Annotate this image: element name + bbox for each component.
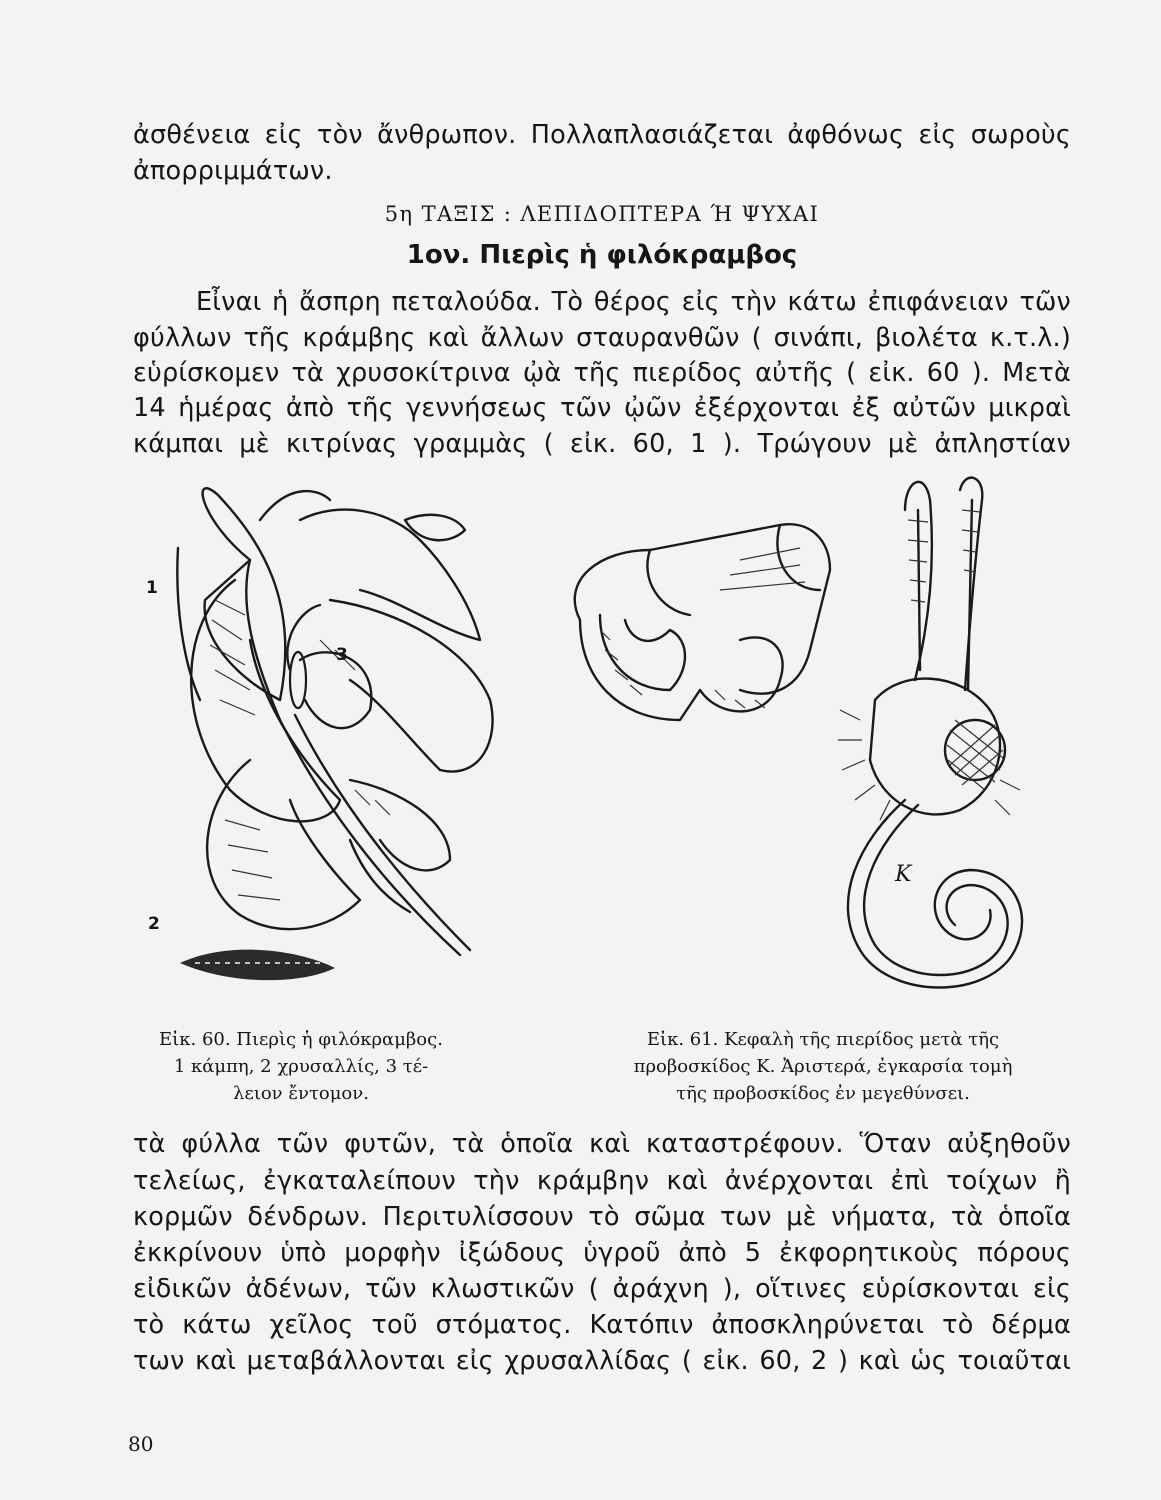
text-line: εὑρίσκομεν τὰ χρυσοκίτρινα ᾠὰ τῆς πιερίδος αὐτῆς ( εἰκ. 60 ). Μετὰ (133, 358, 1071, 388)
caption-line: Εἰκ. 60. Πιερὶς ἡ φιλόκραμβος. (159, 1029, 443, 1050)
text-line: κορμῶν δένδρων. Περιτυλίσσουν τὸ σῶμα των μὲ νήματα, τὰ ὁποῖα (133, 1202, 1071, 1232)
text-line: Εἶναι ἡ ἄσπρη πεταλούδα. Τὸ θέρος εἰς τὴν κάτω ἐπιφάνειαν τῶν (196, 287, 1071, 317)
figure-61-caption (568, 1026, 1078, 1107)
section-heading: 5η ΤΑΞΙΣ : ΛΕΠΙΔΟΠΤΕΡΑ Ή ΨΥΧΑΙ (384, 202, 820, 226)
caption-line: 1 κάμπη, 2 χρυσαλλίς, 3 τέ- (173, 1056, 429, 1077)
text-line: ἀσθένεια εἰς τὸν ἄνθρωπον. Πολλαπλασιάζεται ἀφθόνως εἰς σωροὺς (133, 120, 1071, 150)
text-line: ἐκκρίνουν ὑπὸ μορφὴν ἰξώδους ὑγροῦ ἀπὸ 5 ἐκφορητικοὺς πόρους (133, 1238, 1071, 1268)
figure-label: 3 (336, 645, 348, 665)
text-line: τελείως, ἐγκαταλείπουν τὴν κράμβην καὶ ἀνέρχονται ἐπὶ τοίχων ἢ (133, 1166, 1071, 1196)
text-line: των καὶ μεταβάλλονται εἰς χρυσαλλίδας ( εἰκ. 60, 2 ) καὶ ὡς τοιαῦται (133, 1346, 1071, 1376)
species-heading: 1ον. Πιερὶς ἡ φιλόκραμβος (406, 240, 798, 270)
figure-label: 1 (146, 578, 158, 598)
text-line: κάμπαι μὲ κιτρίνας γραμμὰς ( εἰκ. 60, 1 ). Τρώγουν μὲ ἀπληστίαν (133, 429, 1071, 459)
caption-line: Εἰκ. 61. Κεφαλὴ τῆς πιερίδος μετὰ τῆς (646, 1029, 1000, 1050)
figure-60-caption (126, 1026, 476, 1107)
text-line: ἀπορριμμάτων. (133, 156, 333, 186)
caption-line: τῆς προβοσκίδος ἐν μεγεθύνσει. (676, 1083, 970, 1104)
caption-line: λειον ἔντομον. (233, 1083, 369, 1104)
figure-label: Κ (895, 862, 912, 887)
text-line: φύλλων τῆς κράμβης καὶ ἄλλων σταυρανθῶν ( σινάπι, βιολέτα κ.τ.λ.) (133, 323, 1071, 353)
text-line: εἰδικῶν ἀδένων, τῶν κλωστικῶν ( ἀράχνη ), οἵτινες εὑρίσκονται εἰς (133, 1274, 1071, 1304)
caption-line: προβοσκίδος Κ. Ἀριστερά, ἐγκαρσία τομὴ (633, 1056, 1013, 1077)
text-line: 14 ἡμέρας ἀπὸ τῆς γεννήσεως τῶν ᾠῶν ἐξέρχονται ἐξ αὐτῶν μικραὶ (133, 393, 1071, 423)
text-line: τὸ κάτω χεῖλος τοῦ στόματος. Κατόπιν ἀποσκληρύνεται τὸ δέρμα (133, 1310, 1071, 1340)
page-number: 80 (128, 1432, 154, 1456)
text-line: τὰ φύλλα τῶν φυτῶν, τὰ ὁποῖα καὶ καταστρέφουν. Ὅταν αὐξηθοῦν (133, 1129, 1071, 1159)
figure-label: 2 (148, 914, 160, 934)
